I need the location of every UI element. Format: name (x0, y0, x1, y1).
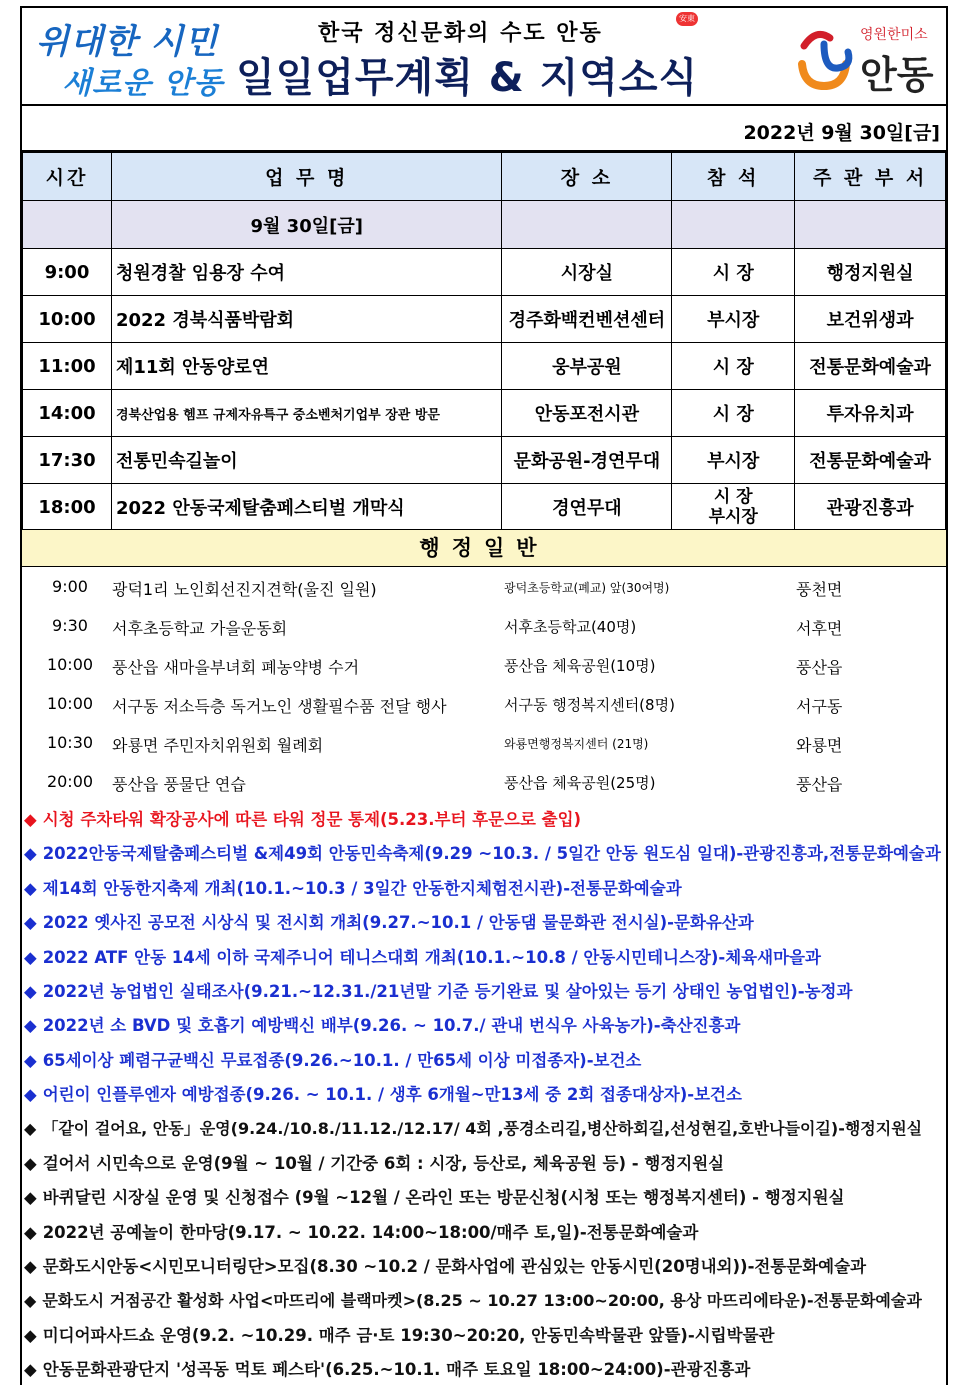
slogan-line2: 새로운 안동 (62, 66, 224, 101)
day-row (23, 201, 946, 249)
admin-row (22, 607, 946, 646)
logo-name: 안동 (860, 53, 934, 97)
event-task: 제11회 안동양로연 (111, 343, 502, 390)
notice-item (24, 806, 581, 830)
event-attend (672, 484, 795, 531)
event-place: 문화공원-경연무대 (502, 437, 672, 484)
diamond-bullet-icon: ◆ (24, 1154, 37, 1173)
admin-dept: 서후면 (796, 619, 843, 638)
event-attend: 시 장 (672, 343, 795, 390)
event-dept: 투자유치과 (795, 390, 946, 437)
diamond-bullet-icon: ◆ (24, 1326, 37, 1345)
notice-text: 2022안동국제탈춤페스티벌 &제49회 안동민속축제(9.29 ~10.3. / 5일간 안동 원도심 일대)-관광진흥과,전통문화예술과 (42, 844, 941, 864)
diamond-bullet-icon: ◆ (24, 1290, 37, 1310)
logo-caption: 영원한미소 (860, 27, 928, 43)
admin-row (22, 646, 946, 685)
admin-place: 와룡면행정복지센터 (21명) (504, 737, 649, 751)
notice-item (24, 1012, 740, 1036)
diamond-bullet-icon: ◆ (24, 1360, 37, 1380)
notice-item (24, 1288, 922, 1311)
admin-time: 20:00 (46, 772, 94, 791)
admin-dept: 풍산읍 (796, 775, 843, 794)
admin-row (22, 685, 946, 724)
notice-text: 2022년 공예놀이 한마당(9.17. ~ 10.22. 14:00~18:00/매주 토,일)-전통문화예술과 (42, 1222, 699, 1242)
admin-dept: 풍산읍 (796, 658, 843, 677)
admin-row (22, 763, 946, 802)
day-cell-empty (23, 201, 112, 249)
andong-badge: 安東 (676, 12, 698, 26)
diamond-bullet-icon: ◆ (24, 878, 37, 898)
event-place: 시장실 (502, 249, 672, 296)
table-header-row (23, 153, 946, 201)
notice-item (24, 944, 821, 968)
event-time: 17:30 (23, 437, 112, 484)
notice-item (24, 1116, 922, 1139)
notice-item (24, 1253, 866, 1277)
table-row (23, 390, 946, 437)
event-task: 경북산업용 헴프 규제자유특구 중소벤처기업부 장관 방문 (111, 390, 502, 437)
admin-dept: 와룡면 (796, 736, 843, 755)
column-header-dept: 주 관 부 서 (795, 153, 946, 201)
notice-text: 바퀴달린 시장실 운영 및 신청접수 (9월 ~12월 / 온라인 또는 방문신청(시청 또는 행정복지센터) - 행정지원실 (42, 1188, 845, 1208)
page-title: 일일업무계획 & 지역소식 (236, 55, 699, 101)
event-task: 전통민속길놀이 (111, 437, 502, 484)
notice-item (24, 909, 754, 933)
notice-item (24, 1184, 844, 1208)
admin-place: 광덕초등학교(폐교) 앞(30여명) (504, 581, 670, 595)
table-row (23, 343, 946, 390)
admin-name: 서후초등학교 가을운동회 (112, 619, 288, 638)
admin-place: 서후초등학교(40명) (504, 618, 637, 636)
admin-row (22, 568, 946, 607)
date-row (22, 106, 946, 152)
notice-text: 문화도시안동<시민모니터링단>모집(8.30 ~10.2 / 문화사업에 관심있는 안동시민(20명내외))-전통문화예술과 (42, 1257, 867, 1277)
notice-text: 2022 ATF 안동 14세 이하 국제주니어 테니스대회 개최(10.1.~10.8 / 안동시민테니스장)-체육새마을과 (42, 947, 821, 967)
schedule-table (22, 152, 946, 531)
admin-place: 서구동 행정복지센터(8명) (504, 696, 675, 714)
notice-text: 2022 옛사진 공모전 시상식 및 전시회 개최(9.27.~10.1 / 안동댐 물문화관 전시실)-문화유산과 (42, 913, 754, 933)
event-attend-line2: 부시장 (708, 507, 758, 527)
column-header-place: 장 소 (502, 153, 672, 201)
notice-item (24, 1219, 698, 1243)
admin-time: 10:30 (46, 733, 94, 752)
event-place: 경주화백컨벤션센터 (502, 296, 672, 343)
notice-text: 안동문화관광단지 '성곡동 먹토 페스타'(6.25.~10.1. 매주 토요일 18:00~24:00)-관광진흥과 (42, 1360, 751, 1380)
admin-time: 9:00 (52, 577, 88, 596)
admin-name: 와룡면 주민자치위원회 월례회 (112, 736, 324, 755)
slogan-line1: 위대한 시민 (36, 22, 219, 62)
event-attend: 부시장 (672, 437, 795, 484)
table-row (23, 249, 946, 296)
notice-text: 2022년 농업법인 실태조사(9.21.~12.31./21년말 기준 등기완료 및 살아있는 등기 상태인 농업법인)-농정과 (42, 982, 853, 1001)
event-place: 웅부공원 (502, 343, 672, 390)
admin-time: 9:30 (52, 616, 88, 635)
admin-dept: 서구동 (796, 697, 843, 716)
event-attend: 시 장 (672, 390, 795, 437)
column-header-task: 업 무 명 (111, 153, 502, 201)
notice-text: 「같이 걸어요, 안동」운영(9.24./10.8./11.12./12.17/ 4회 ,풍경소리길,병산하회길,선성현길,호반나들이길)-행정지원실 (42, 1118, 923, 1138)
column-header-time: 시간 (23, 153, 112, 201)
notice-text: 2022년 소 BVD 및 호흡기 예방백신 배부(9.26. ~ 10.7./ 관내 번식우 사육농가)-축산진흥과 (42, 1016, 741, 1036)
diamond-bullet-icon: ◆ (24, 1085, 37, 1105)
event-dept: 전통문화예술과 (795, 343, 946, 390)
admin-dept: 풍천면 (796, 580, 843, 599)
admin-name: 풍산읍 풍물단 연습 (112, 775, 246, 794)
notice-text: 제14회 안동한지축제 개최(10.1.~10.3 / 3일간 안동한지체험전시관)-전통문화예술과 (42, 878, 682, 898)
diamond-bullet-icon: ◆ (24, 1222, 37, 1242)
notice-text: 65세이상 폐렴구균백신 무료접종(9.26.~10.1. / 만65세 이상 미접종자)-보건소 (42, 1050, 642, 1070)
event-task: 2022 안동국제탈춤페스티벌 개막식 (111, 484, 502, 531)
event-task: 2022 경북식품박람회 (111, 296, 502, 343)
admin-row (22, 724, 946, 763)
diamond-bullet-icon: ◆ (24, 1188, 37, 1208)
subtitle: 한국 정신문화의 수도 안동 (318, 21, 603, 46)
admin-name: 광덕1리 노인회선진지견학(울진 일원) (112, 580, 377, 599)
day-cell-empty (502, 201, 672, 249)
event-attend: 시 장 (672, 249, 795, 296)
event-dept: 행정지원실 (795, 249, 946, 296)
notice-text: 걸어서 시민속으로 운영(9월 ~ 10월 / 기간중 6회 : 시장, 등산로, 체육공원 등) - 행정지원실 (42, 1154, 725, 1173)
table-row (23, 296, 946, 343)
notice-text: 어린이 인플루엔자 예방접종(9.26. ~ 10.1. / 생후 6개월~만13세 중 2회 접종대상자)-보건소 (42, 1085, 742, 1105)
notice-item (24, 1356, 750, 1380)
event-dept: 전통문화예술과 (795, 437, 946, 484)
table-row (23, 437, 946, 484)
diamond-bullet-icon: ◆ (24, 913, 37, 933)
event-time: 9:00 (23, 249, 112, 296)
admin-place: 풍산읍 체육공원(10명) (504, 657, 656, 675)
day-cell-empty (795, 201, 946, 249)
event-time: 10:00 (23, 296, 112, 343)
event-place: 안동포전시관 (502, 390, 672, 437)
notice-item (24, 1150, 724, 1174)
diamond-bullet-icon: ◆ (24, 947, 37, 967)
report-date: 2022년 9월 30일[금] (743, 122, 940, 144)
admin-time: 10:00 (46, 694, 94, 713)
event-dept: 관광진흥과 (795, 484, 946, 531)
notice-item (24, 1047, 641, 1071)
event-dept: 보건위생과 (795, 296, 946, 343)
diamond-bullet-icon: ◆ (24, 1257, 37, 1277)
notice-item (24, 1081, 742, 1105)
day-cell-empty (672, 201, 795, 249)
notice-item (24, 1322, 774, 1346)
diamond-bullet-icon: ◆ (24, 982, 37, 1001)
admin-heading: 행정일반 (22, 529, 946, 567)
notice-item (24, 978, 852, 1002)
event-time: 18:00 (23, 484, 112, 531)
document-frame (20, 6, 948, 1385)
event-attend-line1: 시 장 (713, 487, 753, 507)
event-time: 11:00 (23, 343, 112, 390)
admin-place: 풍산읍 체육공원(25명) (504, 774, 656, 792)
notice-text: 문화도시 거점공간 활성화 사업<마뜨리에 블랙마켓>(8.25 ~ 10.27 13:00~20:00, 용상 마뜨리에타운)-전통문화예술과 (42, 1290, 922, 1310)
diamond-bullet-icon: ◆ (24, 844, 37, 864)
event-place: 경연무대 (502, 484, 672, 531)
notice-text: 미디어파사드쇼 운영(9.2. ~10.29. 매주 금·토 19:30~20:20, 안동민속박물관 앞뜰)-시립박물관 (42, 1326, 775, 1345)
admin-time: 10:00 (46, 655, 94, 674)
day-label: 9월 30일[금] (111, 201, 502, 249)
table-row (23, 484, 946, 531)
diamond-bullet-icon: ◆ (24, 810, 37, 829)
diamond-bullet-icon: ◆ (24, 1016, 37, 1036)
admin-name: 서구동 저소득층 독거노인 생활필수품 전달 행사 (112, 697, 447, 716)
notice-item (24, 875, 682, 899)
andong-logo-icon (794, 24, 858, 92)
column-header-attend: 참 석 (672, 153, 795, 201)
event-task: 청원경찰 임용장 수여 (111, 249, 502, 296)
diamond-bullet-icon: ◆ (24, 1050, 37, 1070)
notice-item (24, 840, 941, 864)
header (22, 8, 946, 106)
event-time: 14:00 (23, 390, 112, 437)
event-attend: 부시장 (672, 296, 795, 343)
notice-text: 시청 주차타워 확장공사에 따른 타워 정문 통제(5.23.부터 후문으로 출입) (42, 810, 582, 829)
admin-name: 풍산읍 새마을부녀회 폐농약병 수거 (112, 658, 360, 677)
diamond-bullet-icon: ◆ (24, 1118, 37, 1138)
